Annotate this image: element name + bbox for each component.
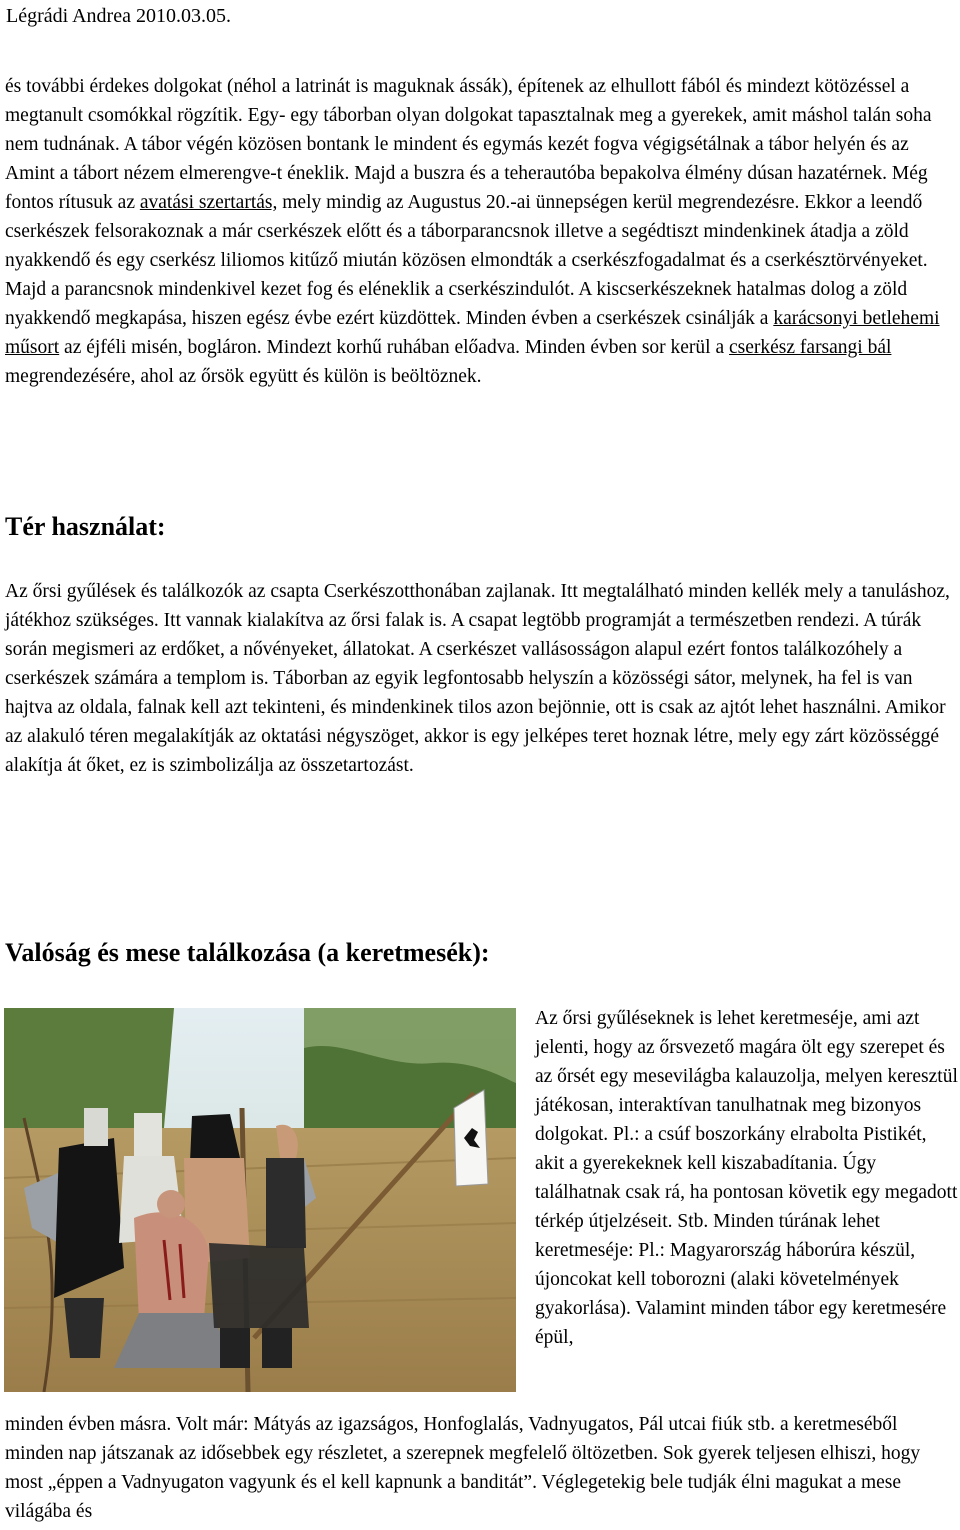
scout-roleplay-photo: [4, 1008, 516, 1392]
heading-ter-hasznalat: Tér használat:: [5, 512, 166, 541]
paragraph-ter-hasznalat: Az őrsi gyűlések és találkozók az csapta Cserkészotthonában zajlanak. Itt megtalálható minden kellék mely a tanuláshoz, játékhoz szükséges. Itt vannak kialakítva az őrsi falak is. A csapat legtöbb programját a természetben rendezi. A túrák során megismeri az erdőket, a nővényeket, állatokat. A cserkészet vallásosságon alapul ezért fontos találkozóhely a cserkészek számára a templom is. Táborban az egyik legfontosabb helyszín a közösségi sátor, melynek, ha fel is van hajtva az oldala, falnak kell azt tekinteni, és mindenkinek tilos azon bejönnie, ott is csak az ajtót lehet használni. Amikor az alakuló téren megalakítják az oktatási négyszöget, akkor is egy jelképes teret hoznak létre, mely egy zárt közösséggé alakítja át őket, ez is szimbolizálja az összetartozást.: [5, 581, 950, 776]
heading-valosag-es-mese: Valóság és mese találkozása (a keretmesék):: [5, 938, 490, 967]
page-header: Légrádi Andrea 2010.03.05.: [6, 5, 231, 27]
paragraph-camp-rituals: és további érdekes dolgokat (néhol a latrinát is maguknak ássák), építenek az elhullott fából és mindezt kötözéssel a megtanult csomókkal rögzítik. Egy- egy táborban olyan dolgokat tapasztalnak meg a gyerekek, amit máshol talán soha nem tudnának. A tábor végén közösen bontank le mindent és egymás kezét fogva végigsétálnak a tábor helyén és az Amint a tábort nézem elmerengve-t éneklik. Majd a buszra és a teherautóba bepakolva élmény dúsan hazatérnek. Még fontos rítusuk az avatási szertartás, mely mindig az Augustus 20.-ai ünnepségen kerül megrendezésre. Ekkor a leendő cserkészek felsorakoznak a már cserkészek előtt és a táborparancsnok illetve a segédtiszt mindenkinek átadja a zöld nyakkendő és egy cserkész liliomos kitűző miután közösen elmondták a cserkészfogadalmat és a cserkésztörvényeket. Majd a parancsnok mindenkivel kezet fog és eléneklik a cserkészindulót. A kiscserkészeknek hatalmas dolog a zöld nyakkendő megkapása, hiszen egész évbe ezért küzdöttek. Minden évben a cserkészek csinálják a karácsonyi betlehemi műsort az éjféli misén, bogláron. Mindezt korhű ruhában előadva. Minden évben sor kerül a cserkész farsangi bál megrendezésére, ahol az őrsök együtt és külön is beöltöznek.: [5, 76, 940, 387]
side-paragraph-keretmese: Az őrsi gyűléseknek is lehet keretmeséje, ami azt jelenti, hogy az őrsvezető magára ölt egy szerepet és az őrsét egy mesevilágba kalauzolja, melyen keresztül játékosan, interaktívan tanulhatnak meg bizonyos dolgokat. Pl.: a csúf boszorkány elrabolta Pistikét, akit a gyerekeknek kell kiszabadítania. Úgy találhatnak csak rá, ha pontosan követik egy megadott térkép útjelzéseit. Stb. Minden túrának lehet keretmeséje: Pl.: Magyarország háborúra készül, újoncokat kell toborozni (alaki követelmények gyakorlása). Valamint minden tábor egy keretmesére épül,: [535, 1008, 958, 1348]
paragraph-keretmese-continued: minden évben másra. Volt már: Mátyás az igazságos, Honfoglalás, Vadnyugatos, Pál utcai fiúk stb. a keretmeséből minden nap játszanak az idősebbek egy részletet, a szerepnek megfelelő öltözetben. Sok gyerek teljesen elhiszi, hogy most „éppen a Vadnyugaton vagyunk és el kell kapnunk a banditát”. Véglegetekig bele tudják élni magukat a mese világába és: [5, 1414, 921, 1522]
link-avatasi: avatási szertartás,: [139, 192, 278, 213]
link-farsangi: cserkész farsangi bál: [729, 337, 892, 358]
link-betlehemi: karácsonyi betlehemi műsort: [5, 308, 940, 358]
